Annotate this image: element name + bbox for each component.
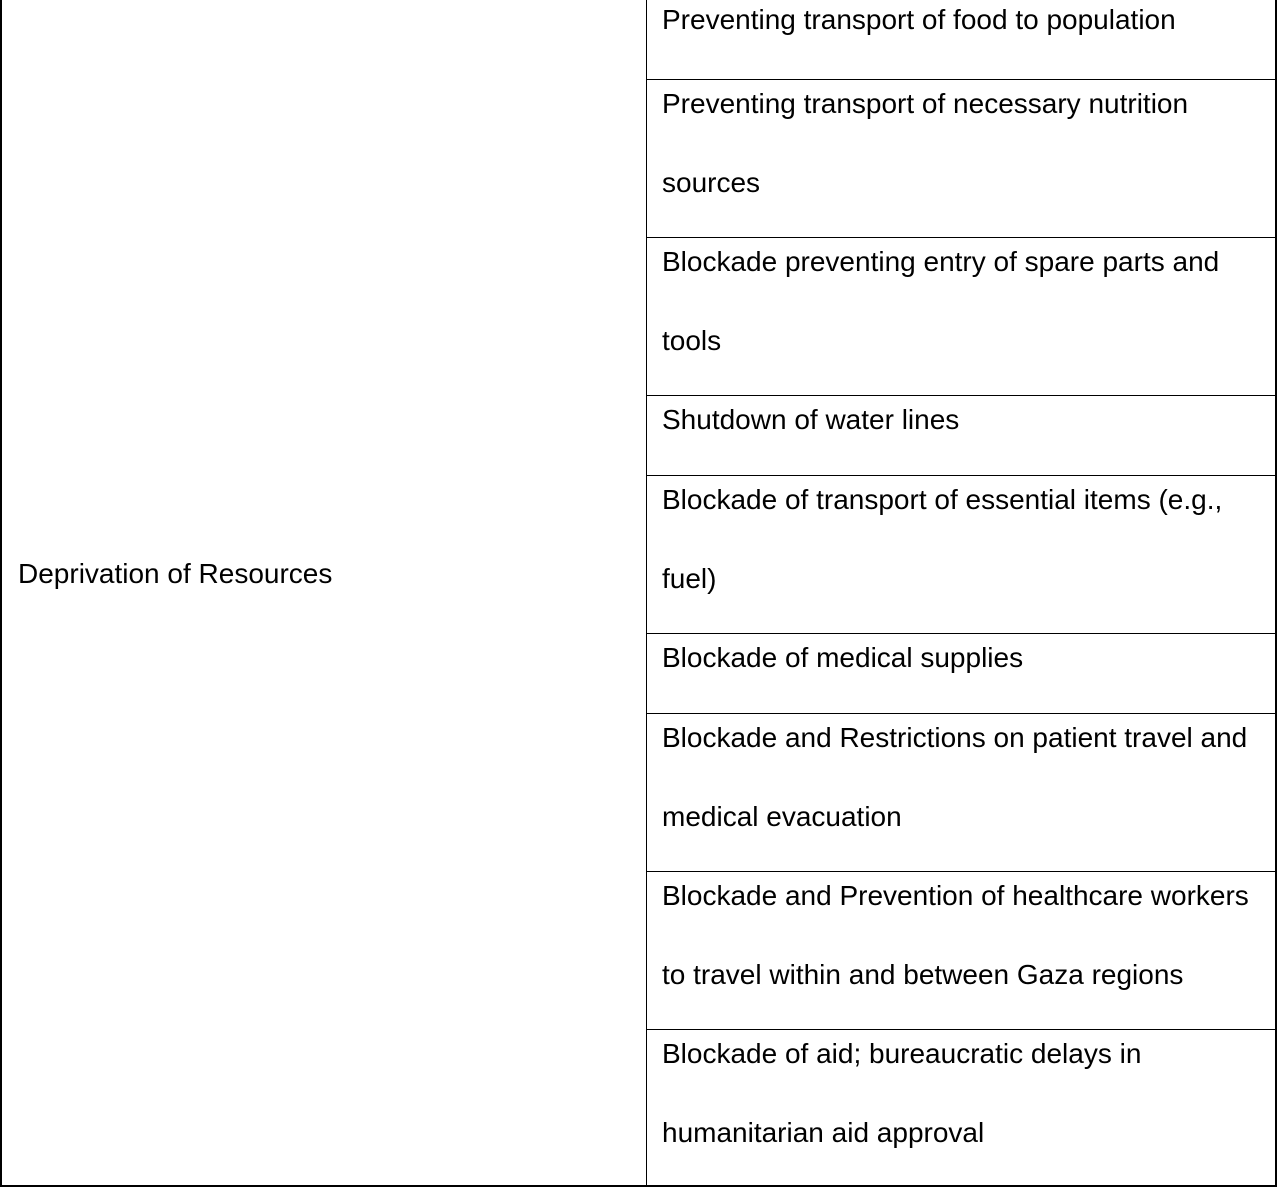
items-column <box>647 0 1275 1185</box>
row-text: Blockade of transport of essential items (e.g., <box>662 484 1223 515</box>
row-text: Blockade preventing entry of spare parts and <box>662 246 1220 277</box>
row-text: Shutdown of water lines <box>662 404 960 435</box>
row-text: Blockade and Restrictions on patient travel and <box>662 722 1248 753</box>
row-text: fuel) <box>662 563 717 594</box>
category-cell <box>2 0 647 1185</box>
row-text: Preventing transport of necessary nutrition <box>662 88 1189 119</box>
table-row <box>647 634 1275 714</box>
row-text: Preventing transport of food to population <box>662 4 1176 35</box>
row-text: Blockade of aid; bureaucratic delays in <box>662 1038 1142 1069</box>
table-row <box>647 872 1275 1030</box>
table-row <box>647 714 1275 872</box>
table-row <box>647 80 1275 238</box>
row-text: Blockade and Prevention of healthcare workers <box>662 880 1249 911</box>
row-text: Blockade of medical supplies <box>662 642 1024 673</box>
category-label: Deprivation of Resources <box>18 558 333 589</box>
table-row <box>647 0 1275 80</box>
row-text: sources <box>662 167 761 198</box>
table-row <box>647 396 1275 476</box>
table-row <box>647 476 1275 634</box>
row-text: to travel within and between Gaza regions <box>662 959 1184 990</box>
row-text: humanitarian aid approval <box>662 1117 985 1148</box>
table-row <box>647 238 1275 396</box>
table-row <box>647 1030 1275 1187</box>
row-text: medical evacuation <box>662 801 902 832</box>
row-text: tools <box>662 325 722 356</box>
